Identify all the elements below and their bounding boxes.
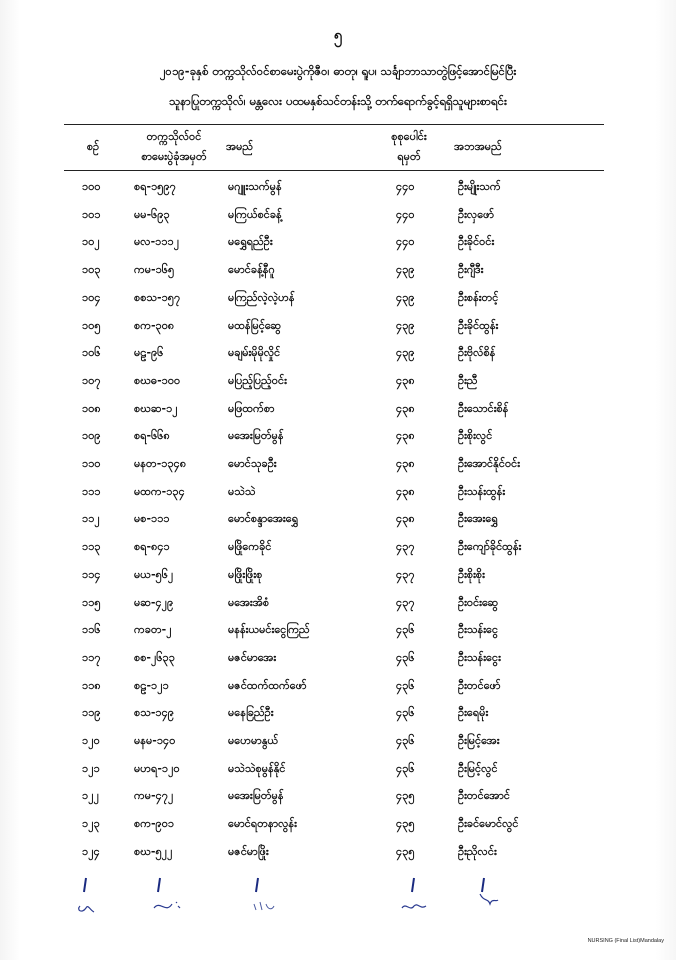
table-row xyxy=(64,313,604,339)
row-father-name: ဦးမျိုးသက် xyxy=(458,180,501,193)
row-marks: ၄၃၆ xyxy=(396,734,415,747)
row-marks: ၄၃၆ xyxy=(396,678,415,692)
row-father-name: ဦးဝင်းဆွေ xyxy=(458,595,499,609)
row-father-name: ဦးစန်းတင့် xyxy=(458,290,499,304)
row-father-name: ဦးအောင်နိုင်ဝင်း xyxy=(458,457,521,470)
row-marks: ၄၃၉ xyxy=(396,346,415,360)
table-row xyxy=(64,202,604,228)
row-reg-no: မထက-၁၃၄ xyxy=(134,484,185,498)
row-reg-no: မလ-၁၁၁၂ xyxy=(134,235,180,249)
header-marks-line2: ရမှတ် xyxy=(397,150,421,163)
row-reg-no: မစ-၁၁၁ xyxy=(134,512,170,526)
row-father-name: ဦးခင်မောင်လွင် xyxy=(458,817,519,831)
row-number: ၁၂၄ xyxy=(82,844,100,858)
row-reg-no: စဠ-၁၂၁ xyxy=(134,678,169,692)
table-row xyxy=(64,673,604,699)
table-row xyxy=(64,811,604,837)
footer-note: NURSING (Final List)Mandalay xyxy=(587,938,664,944)
row-marks: ၄၃၇ xyxy=(396,540,415,554)
row-reg-no: မယ-၅၆၂ xyxy=(134,567,174,581)
row-name: မရွှေရည်ဦး xyxy=(228,235,273,249)
row-marks: ၄၃၈ xyxy=(396,429,415,443)
row-reg-no: ကမ-၄၇၂ xyxy=(134,789,174,803)
header-reg-line2: စာမေးပွဲခုံအမှတ် xyxy=(141,150,207,163)
row-number: ၁၀၁ xyxy=(82,207,101,221)
row-father-name: ဦးခိုင်ထွန်း xyxy=(458,318,499,332)
table-row xyxy=(64,423,604,449)
row-name: မထန်မြင့်ဆွေ xyxy=(228,318,282,332)
row-number: ၁၁၅ xyxy=(82,595,101,609)
row-marks: ၄၃၈ xyxy=(396,512,415,526)
table-row xyxy=(64,783,604,809)
row-number: ၁၀၅ xyxy=(82,318,101,332)
row-number: ၁၂၁ xyxy=(82,761,100,775)
row-name: မောင်စန္ဒာအေးရွှေ xyxy=(228,512,299,526)
row-name: မောင်သုခဦး xyxy=(228,457,277,470)
row-name: မနေခြည်ဦး xyxy=(228,706,274,720)
row-name: မဇင်မာဖြိုး xyxy=(228,844,269,858)
row-reg-no: စဃဆ-၁၂ xyxy=(134,401,178,415)
row-reg-no: စစ-၂၆၃၃ xyxy=(134,650,175,664)
row-marks: ၄၃၅ xyxy=(396,817,415,831)
row-name: မအေးအိစံ xyxy=(228,595,270,609)
signature-mark-5 xyxy=(474,876,514,916)
row-number: ၁၀၀ xyxy=(82,180,101,193)
row-reg-no: မဠ-၉၆ xyxy=(134,346,164,360)
row-name: မသဲသဲ xyxy=(228,484,256,498)
row-name: မပြည့်ပြည့်ဝင်း xyxy=(228,373,287,387)
table-row xyxy=(64,562,604,588)
table-row xyxy=(64,700,604,726)
row-father-name: ဦးတင်ဖော် xyxy=(458,678,501,692)
row-number: ၁၀၆ xyxy=(82,346,101,360)
row-number: ၁၂၃ xyxy=(82,817,100,831)
row-reg-no: မဟရ-၁၂၀ xyxy=(134,761,180,775)
row-father-name: ဦးမြင့်အေး xyxy=(458,734,500,747)
row-number: ၁၀၂ xyxy=(82,235,100,249)
row-number: ၁၁၁ xyxy=(82,484,101,498)
table-row xyxy=(64,645,604,671)
table-row xyxy=(64,174,604,200)
row-reg-no: မဆ-၄၂၉ xyxy=(134,595,174,609)
row-marks: ၄၃၉ xyxy=(396,318,415,332)
row-name: မအေးမြတ်မွန် xyxy=(228,789,284,803)
row-number: ၁၁၇ xyxy=(82,650,101,664)
row-father-name: ဦးအေးရွှေ xyxy=(458,512,498,526)
row-name: မချမ်းမိုမိုလှိုင် xyxy=(228,346,281,360)
row-number: ၁၀၇ xyxy=(82,373,101,387)
row-father-name: ဦးခိုင်ဝင်း xyxy=(458,235,495,249)
row-name: မဇင်ထက်ထက်ဖော် xyxy=(228,678,307,692)
row-number: ၁၂၀ xyxy=(82,734,100,747)
header-name: အမည် xyxy=(226,140,254,153)
row-name: မအေးမြတ်မွန် xyxy=(228,429,284,443)
row-name: မဖြိုကေခိုင် xyxy=(228,540,272,554)
row-father-name: ဦးသောင်းစိန် xyxy=(458,401,509,415)
row-reg-no: ကခတ-၂ xyxy=(134,623,172,637)
header-marks-line1: စုစုပေါင်း xyxy=(391,130,427,143)
row-father-name: ဦးဂျီဒီး xyxy=(458,263,484,277)
row-reg-no: စသ-၁၄၉ xyxy=(134,706,174,720)
table-row xyxy=(64,756,604,782)
row-father-name: ဦးသန်းငွေ xyxy=(458,623,499,637)
row-name: မဖြထက်စာ xyxy=(228,401,275,415)
row-father-name: ဦးသန်းငွေး xyxy=(458,650,501,664)
row-number: ၁၁၆ xyxy=(82,623,101,637)
table-header-rule xyxy=(64,170,604,171)
row-reg-no: စက-၉၀၁ xyxy=(134,817,175,831)
table-row xyxy=(64,728,604,754)
row-reg-no: မမ-၆၉၃ xyxy=(134,207,170,221)
row-marks: ၄၃၆ xyxy=(396,650,415,664)
row-name: မသဲသဲစုမွန်နိုင် xyxy=(228,761,286,775)
table-row xyxy=(64,451,604,477)
table-row xyxy=(64,396,604,422)
row-number: ၁၁၄ xyxy=(82,567,101,581)
row-marks: ၄၃၉ xyxy=(396,263,415,277)
row-marks: ၄၃၅ xyxy=(396,844,415,858)
row-reg-no: စက-၃၀၈ xyxy=(134,318,175,332)
row-marks: ၄၄၀ xyxy=(396,235,415,249)
row-number: ၁၁၃ xyxy=(82,540,101,554)
row-name: မဇင်မာအေး xyxy=(228,650,277,664)
table-top-rule xyxy=(64,124,604,125)
signature-mark-4 xyxy=(396,876,436,916)
page-number: ၅ xyxy=(333,26,343,44)
signature-mark-2 xyxy=(150,876,190,916)
table-row xyxy=(64,479,604,505)
row-father-name: ဦးမြင့်လွင် xyxy=(458,761,498,775)
row-marks: ၄၃၆ xyxy=(396,761,415,775)
signature-mark-3 xyxy=(250,876,290,916)
table-row xyxy=(64,590,604,616)
row-number: ၁၀၄ xyxy=(82,290,101,304)
row-marks: ၄၄၀ xyxy=(396,207,415,221)
header-father: အဘအမည် xyxy=(454,140,502,153)
row-reg-no: စရ-၈၄၁ xyxy=(134,540,170,554)
table-row xyxy=(64,534,604,560)
row-number: ၁၀၉ xyxy=(82,429,101,443)
row-name: မဂျူးသက်မွန် xyxy=(228,180,282,193)
row-name: မောင်ခန့်နီဂူ xyxy=(228,263,275,277)
row-reg-no: စရ-၆၆၈ xyxy=(134,429,170,443)
table-row xyxy=(64,340,604,366)
row-father-name: ဦးစိုးစိုး xyxy=(458,567,485,581)
document-title-line2: သူနာပြုတက္ကသိုလ်၊ မန္တလေး ပထမနှစ်သင်တန်းသို့ တက်ရောက်ခွင့်ရရှိသူများစာရင်း xyxy=(169,94,507,108)
row-reg-no: မနမ-၁၄၀ xyxy=(134,734,176,747)
row-name: မဖြိုးဖြိုးစု xyxy=(228,567,263,581)
row-marks: ၄၃၈ xyxy=(396,401,415,415)
table-row xyxy=(64,285,604,311)
row-name: မကြယ်စင်ခန့် xyxy=(228,207,282,221)
table-row xyxy=(64,839,604,865)
row-marks: ၄၃၅ xyxy=(396,789,415,803)
row-marks: ၄၃၉ xyxy=(396,290,415,304)
row-number: ၁၁၀ xyxy=(82,457,101,470)
table-row xyxy=(64,229,604,255)
table-row xyxy=(64,257,604,283)
row-father-name: ဦးရေမိုး xyxy=(458,706,489,720)
row-father-name: ဦးကျော်ခိုင်ထွန်း xyxy=(458,540,522,554)
row-marks: ၄၃၈ xyxy=(396,457,415,470)
row-father-name: ဦးဗိုလ်စိန် xyxy=(458,346,496,360)
row-marks: ၄၃၇ xyxy=(396,567,415,581)
signature-mark-1 xyxy=(72,876,112,916)
row-marks: ၄၃၇ xyxy=(396,595,415,609)
row-marks: ၄၃၈ xyxy=(396,484,415,498)
row-reg-no: စရ-၁၅၉၇ xyxy=(134,180,176,193)
row-father-name: ဦးညီ xyxy=(458,373,478,387)
row-name: မောင်ရတနာလွန်း xyxy=(228,817,297,831)
row-father-name: ဦးတင်အောင် xyxy=(458,789,510,803)
row-marks: ၄၃၆ xyxy=(396,623,415,637)
row-number: ၁၁၈ xyxy=(82,678,101,692)
row-number: ၁၁၉ xyxy=(82,706,101,720)
row-reg-no: စဃ-၅၂၂ xyxy=(134,844,173,858)
row-reg-no: စစသ-၁၅၇ xyxy=(134,290,181,304)
row-number: ၁၀၈ xyxy=(82,401,101,415)
row-reg-no: စဃဓ-၁၀၀ xyxy=(134,373,181,387)
row-father-name: ဦးသန်းထွန်း xyxy=(458,484,506,498)
row-marks: ၄၄၀ xyxy=(396,180,415,193)
header-no: စဉ် xyxy=(86,140,100,153)
table-row xyxy=(64,506,604,532)
row-number: ၁၀၃ xyxy=(82,263,101,277)
row-marks: ၄၃၈ xyxy=(396,373,415,387)
header-reg-line1: တက္ကသိုလ်ဝင် xyxy=(146,130,202,143)
table-row xyxy=(64,617,604,643)
row-father-name: ဦးညိုလင်း xyxy=(458,844,497,858)
table-row xyxy=(64,368,604,394)
row-father-name: ဦးစိုးလွင် xyxy=(458,429,493,443)
document-title-line1: ၂၀၁၉-ခုနှစ် တက္ကသိုလ်ဝင်စာမေးပွဲကိုဇီဝ၊ ဓာတု၊ ရူပ၊ သင်္ချာဘာသာတွဲဖြင့်အောင်မြင်ပြီး xyxy=(159,64,517,78)
row-reg-no: မနတ-၁၃၄၈ xyxy=(134,457,187,470)
row-name: မနန်းယမင်းငွေကြည် xyxy=(228,623,310,637)
row-father-name: ဦးလှဖော် xyxy=(458,207,494,221)
row-reg-no: ကမ-၁၆၅ xyxy=(134,263,175,277)
row-name: မဟေမာနွယ် xyxy=(228,734,279,747)
row-number: ၁၁၂ xyxy=(82,512,100,526)
row-marks: ၄၃၆ xyxy=(396,706,415,720)
row-number: ၁၂၂ xyxy=(82,789,99,803)
row-name: မကြည်လဲ့လဲ့ဟန် xyxy=(228,290,295,304)
